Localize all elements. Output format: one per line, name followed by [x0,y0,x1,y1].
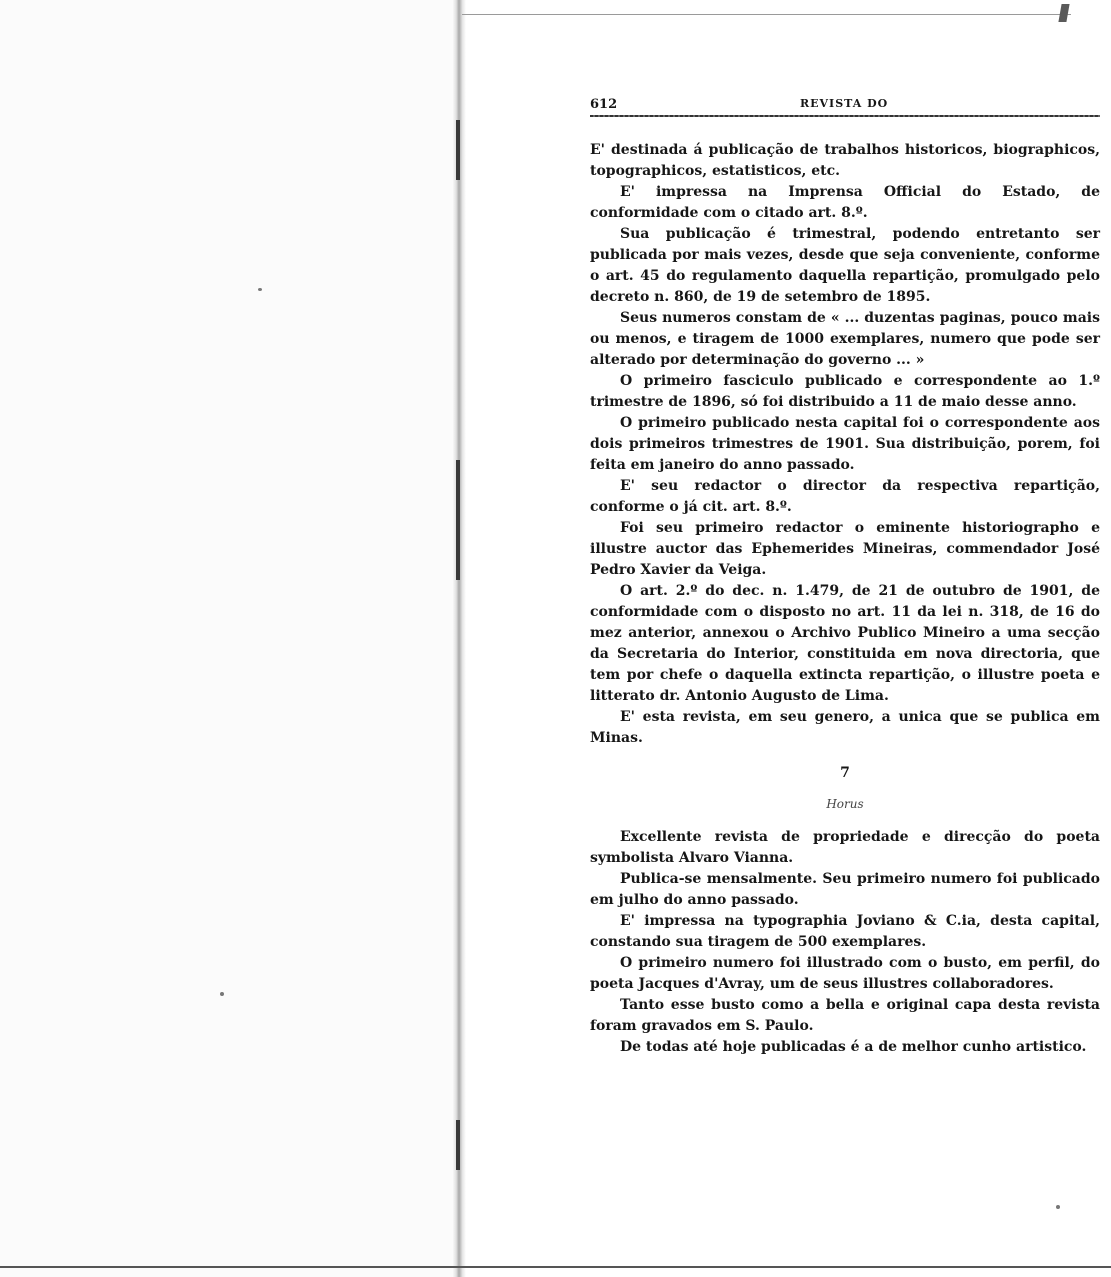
book-gutter [452,0,466,1277]
scan-speck [1056,1205,1060,1209]
gutter-shadow-mark [456,460,460,580]
document-page [590,97,1100,1055]
scan-top-edge [462,14,1071,15]
paragraph: O primeiro fasciculo publicado e correspondente ao 1.º trimestre de 1896, só foi distribuido a 11 de maio desse anno. [590,373,1100,410]
running-head [590,97,1100,117]
paragraph: O art. 2.º do dec. n. 1.479, de 21 de outubro de 1901, de conformidade com o disposto no art. 11 da lei n. 318, de 16 do mez anterior, annexou o Archivo Publico Mineiro a uma secção da Secretaria do Interior, constituida em nova directoria, que tem por chefe o daquella extincta repartição, o illustre poeta e litterato dr. Antonio Augusto de Lima. [590,583,1100,704]
paragraph: Excellente revista de propriedade e direcção do poeta symbolista Alvaro Vianna. [590,829,1100,866]
paragraph: E' seu redactor o director da respectiva repartição, conforme o já cit. art. 8.º. [590,478,1100,515]
paragraph: Tanto esse busto como a bella e original capa desta revista foram gravados em S. Paulo. [590,997,1100,1034]
paragraph: O primeiro publicado nesta capital foi o correspondente aos dois primeiros trimestres de 1901. Sua distribuição, porem, foi feita em janeiro do anno passado. [590,415,1100,473]
section-title: Horus [826,797,864,811]
paragraph: O primeiro numero foi illustrado com o busto, em perfil, do poeta Jacques d'Avray, um de seus illustres collaboradores. [590,955,1100,992]
running-head-rule [590,115,1100,117]
scan-speck [220,992,224,996]
facing-page-blank [0,0,455,1277]
scan-corner-mark [1058,4,1069,22]
section-number: 7 [840,765,850,781]
body-text [590,140,1100,1058]
paragraph: E' impressa na Imprensa Official do Estado, de conformidade com o citado art. 8.º. [590,184,1100,221]
scan-speck [258,288,262,291]
paragraph: De todas até hoje publicadas é a de melhor cunho artistico. [620,1039,1087,1055]
paragraph: Sua publicação é trimestral, podendo entretanto ser publicada por mais vezes, desde que seja conveniente, conforme o art. 45 do regulamento daquella repartição, promulgado pelo decreto n. 860, de 19 de setembro de 1895. [590,226,1100,305]
paragraph: E' impressa na typographia Joviano & C.ia, desta capital, constando sua tiragem de 500 exemplares. [590,913,1100,950]
paragraph: Foi seu primeiro redactor o eminente historiographo e illustre auctor das Ephemerides Mineiras, commendador José Pedro Xavier da Veiga. [590,520,1100,578]
scan-bottom-edge [0,1266,1111,1268]
paragraph: E' destinada á publicação de trabalhos historicos, biographicos, topographicos, estatisticos, etc. [590,142,1100,179]
page-number: 612 [590,97,618,112]
paragraph: Publica-se mensalmente. Seu primeiro numero foi publicado em julho do anno passado. [590,871,1100,908]
paragraph: Seus numeros constam de « ... duzentas paginas, pouco mais ou menos, e tiragem de 1000 exemplares, numero que pode ser alterado por determinação do governo ... » [590,310,1100,368]
running-head-title: REVISTA DO [800,97,889,110]
paragraph: E' esta revista, em seu genero, a unica que se publica em Minas. [590,709,1100,746]
gutter-shadow-mark [456,1120,460,1170]
gutter-shadow-mark [456,120,460,180]
